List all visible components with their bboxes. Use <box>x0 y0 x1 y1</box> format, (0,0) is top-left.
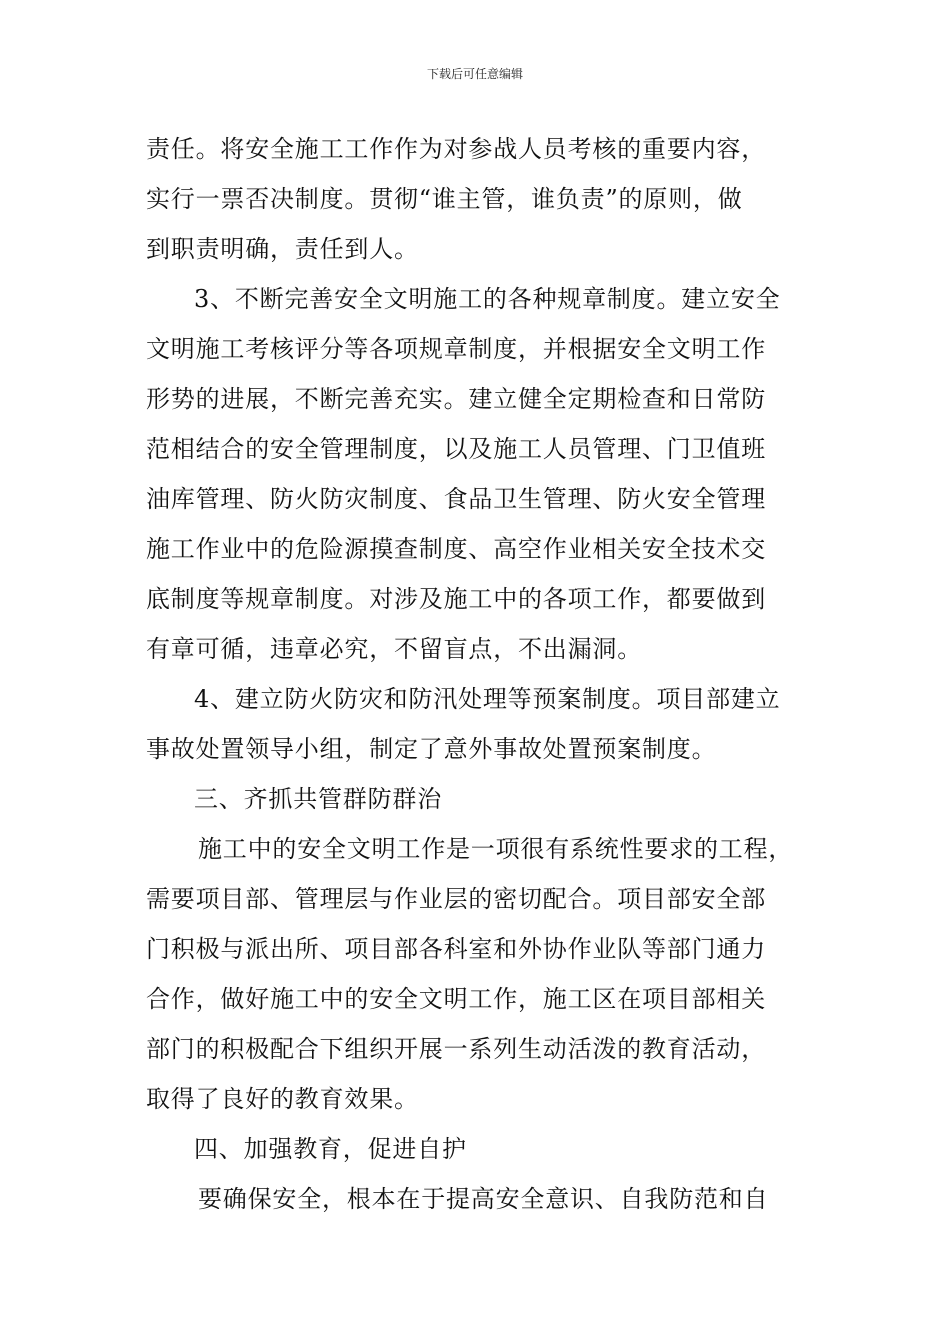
paragraph-start-line: 3、不断完善安全文明施工的各种规章制度。建立安全 <box>194 285 781 313</box>
paragraph-start-line: 施工中的安全文明工作是一项很有系统性要求的工程， <box>198 835 794 863</box>
page-header: 下载后可任意编辑 <box>426 67 523 81</box>
paragraph-start-line: 要确保安全，根本在于提高安全意识、自我防范和自 <box>198 1185 769 1213</box>
section-heading: 四、加强教育，促进自护 <box>194 1135 467 1163</box>
text-line: 有章可循，违章必究，不留盲点，不出漏洞。 <box>146 635 642 663</box>
text-line: 施工作业中的危险源摸查制度、高空作业相关安全技术交 <box>146 535 766 563</box>
text-line: 取得了良好的教育效果。 <box>146 1085 419 1113</box>
text-line: 部门的积极配合下组织开展一系列生动活泼的教育活动， <box>146 1035 766 1063</box>
text-line: 门积极与派出所、项目部各科室和外协作业队等部门通力 <box>146 935 766 963</box>
text-line: 需要项目部、管理层与作业层的密切配合。项目部安全部 <box>146 885 766 913</box>
text-line: 文明施工考核评分等各项规章制度，并根据安全文明工作 <box>146 335 766 363</box>
document-body <box>146 124 826 1224</box>
text-line: 合作，做好施工中的安全文明工作，施工区在项目部相关 <box>146 985 766 1013</box>
text-line: 到职责明确，责任到人。 <box>146 235 419 263</box>
text-line: 形势的进展，不断完善充实。建立健全定期检查和日常防 <box>146 385 766 413</box>
text-line: 实行一票否决制度。贯彻“谁主管，谁负责”的原则，做 <box>146 185 743 213</box>
section-heading: 三、齐抓共管群防群治 <box>194 785 442 813</box>
text-line: 油库管理、防火防灾制度、食品卫生管理、防火安全管理 <box>146 485 766 513</box>
text-line: 事故处置领导小组，制定了意外事故处置预案制度。 <box>146 735 717 763</box>
text-line: 底制度等规章制度。对涉及施工中的各项工作，都要做到 <box>146 585 766 613</box>
text-line: 责任。将安全施工工作作为对参战人员考核的重要内容， <box>146 135 766 163</box>
paragraph-start-line: 4、建立防火防灾和防汛处理等预案制度。项目部建立 <box>194 685 781 713</box>
text-line: 范相结合的安全管理制度，以及施工人员管理、门卫值班 <box>146 435 766 463</box>
